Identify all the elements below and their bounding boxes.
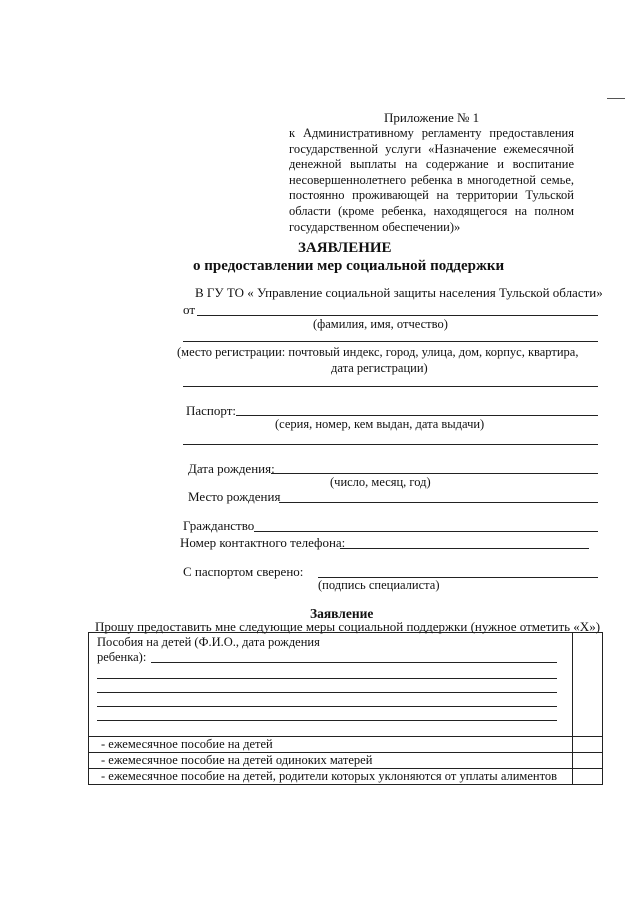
request-heading: Заявление — [310, 606, 374, 621]
document-title: ЗАЯВЛЕНИЕ — [298, 240, 392, 256]
child-info-field[interactable] — [151, 662, 557, 663]
checkbox-cell[interactable] — [573, 769, 603, 785]
birth-date-hint: (число, месяц, год) — [330, 475, 431, 489]
recipient-line: В ГУ ТО « Управление социальной защиты населения Тульской области» — [195, 285, 603, 300]
citizenship-label: Гражданство — [183, 518, 255, 533]
verified-label: С паспортом сверено: — [183, 564, 304, 579]
measure-label: - ежемесячное пособие на детей — [101, 737, 273, 751]
document-subtitle: о предоставлении мер социальной поддержки — [193, 258, 505, 274]
child-info-field[interactable] — [97, 678, 557, 679]
phone-label: Номер контактного телефона: — [180, 535, 346, 550]
measure-cell — [89, 737, 573, 753]
measure-cell — [89, 753, 573, 769]
table-row — [89, 753, 603, 769]
table-row — [89, 769, 603, 785]
appendix-title: Приложение № 1 — [384, 110, 480, 125]
from-label: от — [183, 302, 196, 317]
child-info-field[interactable] — [97, 706, 557, 707]
benefit-label-line-2: ребенка): — [97, 650, 147, 664]
address-field-continued[interactable] — [183, 386, 598, 387]
measure-label: - ежемесячное пособие на детей, родители которых уклоняются от уплаты алиментов — [101, 769, 558, 783]
citizenship-field[interactable] — [254, 531, 598, 532]
margin-mark — [607, 98, 625, 99]
benefit-label-line-1: Пособия на детей (Ф.И.О., дата рождения — [97, 635, 320, 649]
checkbox-cell[interactable] — [573, 737, 603, 753]
passport-label: Паспорт: — [186, 403, 237, 418]
passport-field-continued[interactable] — [183, 444, 598, 445]
phone-field[interactable] — [340, 548, 589, 549]
measures-table — [88, 632, 603, 785]
address-hint-2: дата регистрации) — [331, 361, 428, 375]
birth-place-field[interactable] — [279, 502, 598, 503]
birth-date-label: Дата рождения: — [188, 461, 275, 476]
measure-cell — [89, 769, 573, 785]
address-field[interactable] — [183, 341, 598, 342]
name-field[interactable] — [197, 315, 598, 316]
table-row — [89, 633, 603, 737]
measure-label: - ежемесячное пособие на детей одиноких матерей — [101, 753, 373, 767]
benefit-label — [97, 635, 397, 665]
birth-place-label: Место рождения — [188, 489, 281, 504]
child-info-field[interactable] — [97, 720, 557, 721]
birth-date-field[interactable] — [271, 473, 598, 474]
child-info-field[interactable] — [97, 692, 557, 693]
checkbox-cell[interactable] — [573, 633, 603, 737]
request-text: Прошу предоставить мне следующие меры социальной поддержки (нужное отметить «Х») — [95, 619, 601, 634]
passport-hint: (серия, номер, кем выдан, дата выдачи) — [275, 417, 485, 431]
checkbox-cell[interactable] — [573, 753, 603, 769]
appendix-body: к Административному регламенту предоставления государственной услуги «Назначение ежемесячной денежной выплаты на содержание и воспитание несовершеннолетнего ребенка в многодетной семье, постоянно проживающей на территории Тульской области (кроме ребенка, находящегося на полном государственном обеспечении)» — [289, 126, 574, 234]
table-row — [89, 737, 603, 753]
benefit-cell — [89, 633, 573, 737]
name-hint: (фамилия, имя, отчество) — [313, 317, 448, 331]
address-hint-1: (место регистрации: почтовый индекс, город, улица, дом, корпус, квартира, — [177, 345, 579, 359]
passport-field[interactable] — [236, 415, 598, 416]
verified-hint: (подпись специалиста) — [318, 578, 440, 592]
